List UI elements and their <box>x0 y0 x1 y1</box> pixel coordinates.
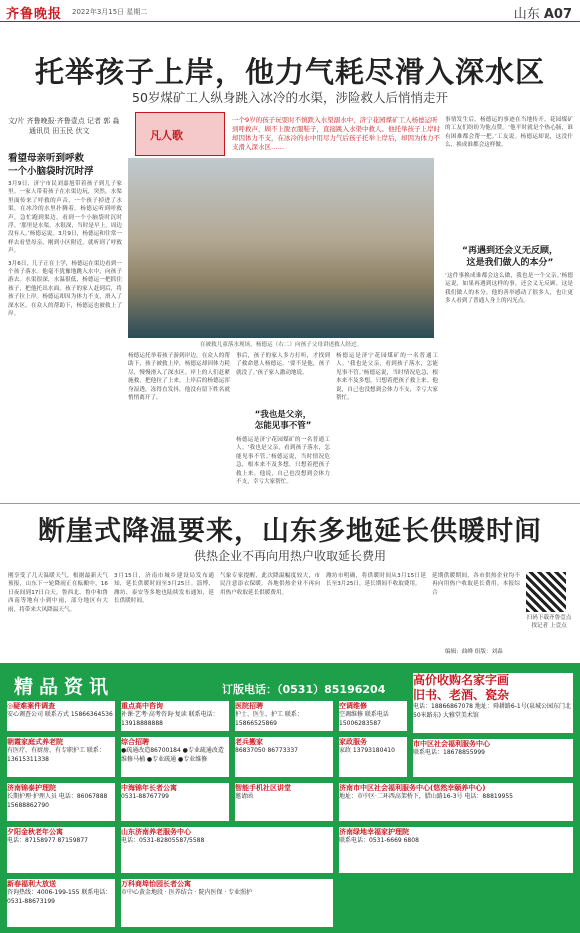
story1-right-column: 事情发生后，杨德运的事迹在当地传开。花园煤矿的工友们纷纷为他点赞。‘他平时就是个热心肠，谁有困难都会帮一把。’工友说。杨德运却说，这没什么，换成谁都会这样做。 <box>445 117 573 149</box>
ad-retirement-home: 夕阳金秋老年公寓 电话：87158977 87159877 <box>6 826 116 874</box>
ad-investigation: ◎疑难案件调查 安心调查公司 联系方式 15866364536 <box>6 700 116 732</box>
ads-band-title: 精品资讯 <box>14 676 115 698</box>
ad-aircon: 空调维修 空调维修 联系电话15006283587 <box>338 700 408 732</box>
ads-band-phone: 订版电话：（0531）85196204 <box>222 683 386 696</box>
story1-column-5: 杨德运是济宁花园煤矿的一名普通工人。‘我也是父亲，看到孩子落水，怎能见事不管。’杨德运说，当时情况危急，根本来不及多想，只想着把孩子救上来。他说，自己也没想到会体力不支，幸亏大家帮忙。 <box>336 353 438 402</box>
ad-general-hiring: 综合招聘 ●疏通改造86700184 ●专业疏通改造维修马桶 ●专业疏通 ●专业维修 <box>120 736 230 778</box>
story2-column-3: 气象专家提醒，此次降温幅度较大，市民注意添衣保暖。各地供热企业不再向用热户收取延长供暖费用。 <box>220 573 320 596</box>
photo-caption: 在被救儿童落水现场，杨德运（右二）向孩子父母讲述救人经过。 <box>199 342 363 348</box>
newspaper-logo: 齐鲁晚报 <box>6 7 63 22</box>
ad-new-year-promo: 新春福利大放送 咨询热线：4006-199-155 联系电话：0531-88673199 <box>6 878 116 928</box>
story1-lede: 一个9岁的孩子玩耍时不慎跌入水渠溺水中，济宁花园煤矿工人杨德运听到呼救声，顾不上脱衣服鞋子，直接跳入水渠中救人。他托举孩子上岸时却因体力不支，在冰冷的水中用尽力气后孩子托举上岸后，却因为体力不支滑入深水区…… <box>232 116 440 151</box>
section-page: 山东 A07 <box>513 7 572 22</box>
ad-elderly-services: 山东济南养老服务中心 电话：0531-82805587/5588 <box>120 826 334 874</box>
story2-column-2: 3月15日，济南市城乡建设局发布通知，延长供暖时间至3月25日。淄博、潍坊、泰安等多地也陆续发布通知，延长供暖时间。 <box>114 573 214 605</box>
ad-housekeeping: 家政服务 家政 13793180410 <box>338 736 408 778</box>
editor-credit: 编辑：曲峰 组版：刘森 <box>445 649 503 655</box>
story1-column-1: 3月9日，济宁市民刘嘉旭带着孩子到儿子家里。一家人带着孩子在水渠边玩，突然，水渠里面传来了呼救的声音，一个孩子掉进了水渠，在冰冷的水里扑腾着。杨德运听到呼救声，急忙跑到渠边，看到一个小脑袋时沉时浮。‘那里是水渠，水很深，当时是早上，周边没有人。’杨德运说。3月9日，杨德运和往常一样去看望母亲，刚到小区附近，就听到了呼救声。 3月6日，儿子正在上学，杨德运在渠边看到一个孩子落水。他毫不犹豫地跳入水中，向孩子游去。水渠很深，水温很低，杨德运一把抓住孩子，把他托出水面。孩子的家人赶到后，将孩子拉上岸。杨德运却因为体力不支，滑入了深水区。在众人的帮助下，杨德运也被救上了岸。 <box>8 181 122 318</box>
story1-column-4: 杨德运是济宁花园煤矿的一名普通工人。‘我也是父亲，看到孩子落水，怎能见事不管。’杨德运说，当时情况危急，根本来不及多想，只想着把孩子救上来。他说，自己也没想到会体力不支，幸亏大家帮忙。 <box>236 437 330 486</box>
ad-home-care: 朝霞家庭式养老院 有医疗、有厨房、有专职护工 联系：13615311338 <box>6 736 116 778</box>
story1-headline: 托举孩子上岸，他力气耗尽滑入深水区 <box>34 55 545 89</box>
column-logo: 凡人歌 <box>135 112 225 156</box>
ad-moving: 老兵搬家 86837050 86773337 <box>234 736 334 778</box>
story1-column-2: 杨德运托举着孩子游到岸边，在众人的帮助下，孩子被救上岸，杨德运却因体力耗尽，慢慢滑入了深水区。岸上的人们赶紧施救，把他拉了上来。上岸后的杨德运浑身湿透，冻得直发抖，他没有留下姓名就悄悄离开了。 <box>128 353 230 402</box>
ad-nursing-home: 济南锦泰护理院 长期护理·护理人员 电话：86067888 15688862790 <box>6 782 116 822</box>
ad-senior-apartment: 中海锦年长者公寓 0531-88767799 <box>120 782 230 822</box>
ad-tutoring: 重点高中咨询 补课·艺考·高考咨询·复读 联系电话：13918888888 <box>120 700 230 732</box>
ad-art-buying: 高价收购名家字画 旧书、老酒、瓷杂 电话：18866867078 地址：舜耕路6-1号(泉城公园东门北50米路东) 大雅堂美术馆 <box>412 672 574 734</box>
story2-subhead: 供热企业不再向用热户收取延长费用 <box>193 549 386 563</box>
pull-quote: “我也是父亲， 怎能见事不管” <box>254 410 312 431</box>
ad-vanke-apartment: 万科商埠怡园长者公寓 市中心黄金地段 · 医养结合 · 院内医保 · 专业照护 <box>120 878 334 928</box>
qr-code[interactable] <box>526 572 566 612</box>
story-photo <box>128 158 434 338</box>
ad-smartphone-class: 智能手机社区讲堂 邀请函 <box>234 782 334 822</box>
pull-quote-2: “再遇到还会义无反顾， 这是我们做人的本分” <box>462 246 558 268</box>
story1-subhead: 50岁煤矿工人纵身跳入冰冷的水渠，涉险救人后悄悄走开 <box>132 90 448 105</box>
ad-welfare-center: 济南市中区社会福利服务中心(悠然幸颐养中心) 地址：市中区·二环西高架桥下，腊山路16-3号 电话：88819955 <box>338 782 574 822</box>
ad-hospital-hiring: 医院招聘 护士、医生、护工 联系：15866525869 <box>234 700 334 732</box>
ad-service-center: 市中区社会福利服务中心 联系电话：18678855999 <box>412 738 574 778</box>
qr-caption: 扫码下载齐鲁壹点 找记者 上壹点 <box>526 615 572 630</box>
issue-date: 2022年3月15日 星期二 <box>72 8 148 16</box>
story1-byline: 文/片 齐鲁晚报·齐鲁壹点 记者 郭 淼 通讯员 田玉民 伏文 <box>8 117 120 135</box>
story2-headline: 断崖式降温要来，山东多地延长供暖时间 <box>38 516 542 547</box>
story1-kicker: 看望母亲听到呼救 一个小脑袋时沉时浮 <box>8 153 94 177</box>
story2-column-5: 延期供暖期间，各市供热企业均不再向用热户收取延长费用。本报综合 <box>432 573 520 596</box>
story1-right-column-2: ‘这件事换成谁都会这么做，我也是一个父亲。’杨德运说，如果再遇到这样的事，还会义无反顾。这是我们做人的本分。他的善举感动了很多人，也让更多人看到了普通人身上的闪光点。 <box>445 273 573 305</box>
section-divider <box>0 503 580 504</box>
story2-column-4: 潍坊市明确，将供暖时间从3月15日延长至3月25日，延长期间不收取费用。 <box>326 573 426 588</box>
story2-column-1: 刚享受了几天温暖天气，根据最新天气预报，山东下一轮降雨正在酝酿中，16日夜间到17日白天，鲁西北、鲁中和鲁西南等地有小到中雨，部分地区有大雨，将带来大风降温天气。 <box>8 573 108 613</box>
ad-care-home: 济南绿地幸福家护理院 联系电话：0531-6669 6808 <box>338 826 574 874</box>
story1-column-3: 事后，孩子的家人多方打听，才找到了救命恩人杨德运。‘要不是他，孩子就没了。’孩子家人激动地说。 <box>236 353 330 376</box>
